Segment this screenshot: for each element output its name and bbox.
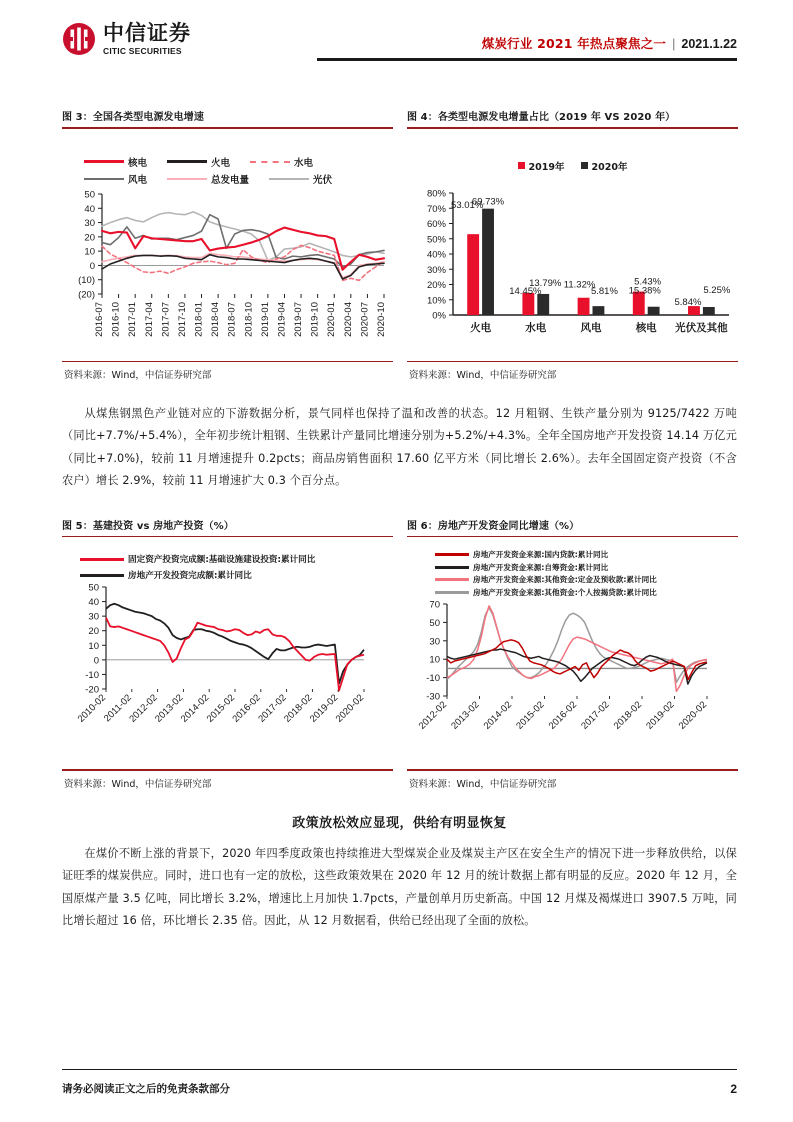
bar-2020 [537, 294, 549, 315]
exhibit-fig5-title: 图 5：基建投资 vs 房地产投资（%） [62, 520, 234, 532]
exhibit-fig3-chart [62, 129, 393, 361]
legend-label: 总发电量 [211, 174, 250, 186]
exhibit-fig5-source: 资料来源：Wind，中信证券研究部 [64, 778, 212, 790]
bar-value-label: 5.43% [634, 276, 662, 288]
fig3-legend-item-hydro [250, 155, 313, 169]
legend-label: 房地产开发资金来源:其他资金:个人按揭贷款:累计同比 [473, 587, 657, 597]
legend-label: 核电 [128, 157, 148, 169]
report-date: 2021.1.22 [681, 37, 737, 51]
exhibit-fig6-source: 资料来源：Wind，中信证券研究部 [409, 778, 557, 790]
footer-disclaimer: 请务必阅读正文之后的免责条款部分 [62, 1083, 230, 1095]
axis-tick-label: 2015-02 [204, 692, 238, 726]
fig4-legend [407, 133, 738, 177]
paragraph-policy-supply: 在煤价不断上涨的背景下，2020 年四季度政策也持续推进大型煤炭企业及煤炭主产区在安全生产的情况下进一步释放供给，以保证旺季的煤炭供应。同时，进口也有一定的放松，这些政策效果在 2020 年 12 月的统计数据上都有明显的反应。2020 年 12 月，全国原煤产量 3.5 亿吨，同比增长 3.2%，增速比上月加快 1.7pcts，产量创单月历史新高。中国 12 月煤及褐煤进口 3907.5 万吨，同比增长超过 16 倍，环比增长 2.35 倍。因此，从 12 月数据看，供给已经出现了全面的放松。 [62, 846, 737, 928]
bar-value-label: 53.01% [451, 199, 484, 211]
series-line-1 [106, 604, 364, 684]
fig5-legend-item-infra [80, 553, 393, 565]
axis-tick-label: 50 [84, 189, 95, 201]
category-label: 水电 [525, 321, 547, 334]
exhibit-fig6-chart [407, 537, 738, 769]
header-separator: | [672, 37, 676, 51]
axis-tick-label: 40 [84, 203, 95, 215]
bar-value-label: 5.84% [674, 296, 702, 308]
fig3-plot-area [62, 186, 393, 356]
fig3-legend-item-wind [84, 172, 147, 186]
axis-tick-label: 50% [426, 233, 446, 245]
category-label: 光伏及其他 [675, 321, 728, 334]
axis-tick-label: 2019-02 [307, 692, 341, 726]
legend-line-icon [167, 178, 207, 180]
axis-tick-label: 2019-04 [276, 301, 288, 337]
axis-tick-label: 30 [84, 217, 95, 229]
axis-tick-label: 60% [426, 218, 446, 230]
exhibit-fig5-chart [62, 537, 393, 769]
fig6-legend-item-domestic-loan [435, 549, 738, 560]
exhibit-fig3 [62, 106, 393, 381]
axis-tick-label: 2014-02 [481, 699, 515, 732]
footer-divider [62, 1069, 737, 1070]
exhibit-fig4-chart [407, 129, 738, 361]
bar-value-label: 5.25% [703, 284, 731, 296]
axis-tick-label: -10 [426, 672, 440, 684]
axis-tick-label: 30 [88, 612, 99, 624]
legend-label: 2019年 [528, 161, 565, 173]
legend-label: 房地产开发资金来源:自筹资金:累计同比 [473, 562, 609, 572]
paragraph-downstream-analysis: 从煤焦钢黑色产业链对应的下游数据分析，景气同样也保持了温和改善的状态。12 月粗钢、生铁产量分别为 9125/7422 万吨（同比+7.7%/+5.4%），全年初步统计粗钢、生铁累计产量同比增速分别为+5.2%/+4.3%。全年全国房地产开发投资 14.14 万亿元（同比+7.0%)，较前 11 月增速提升 0.2pcts；商品房销售面积 17.60 亿平方米（同比增长 2.6%）。去年全国固定资产投资（不含农户）增长 2.9%，较前 11 月增速扩大 0.3 个百分点。 [62, 406, 737, 488]
axis-tick-label: 2020-07 [359, 301, 371, 337]
legend-swatch-icon [518, 162, 525, 169]
axis-tick-label: 2018-02 [282, 692, 315, 726]
citic-logo-icon [62, 22, 96, 56]
axis-tick-label: (10) [78, 274, 95, 286]
axis-tick-label: 2014-02 [178, 692, 212, 726]
legend-line-icon [80, 574, 124, 577]
axis-tick-label: 2017-02 [579, 699, 612, 732]
axis-tick-label: 2012-02 [127, 692, 160, 726]
category-label: 火电 [470, 321, 492, 334]
logo-text-english: CITIC SECURITIES [103, 45, 182, 56]
bar-value-label: 14.45% [509, 285, 542, 297]
page-footer [62, 1081, 737, 1096]
axis-tick-label: 20 [88, 626, 99, 638]
bar-value-label: 69.73% [471, 196, 505, 208]
legend-label: 水电 [294, 157, 314, 169]
footer-page-number: 2 [730, 1081, 737, 1096]
axis-tick-label: -20 [85, 684, 99, 696]
series-line-0 [106, 618, 364, 691]
fig3-legend-item-total [167, 172, 249, 186]
axis-tick-label: 2011-02 [101, 692, 134, 725]
axis-tick-label: 2015-02 [514, 699, 547, 732]
series-line-3 [447, 608, 707, 683]
series-line-1 [447, 649, 707, 684]
axis-tick-label: 20 [84, 231, 95, 243]
header-divider [317, 58, 737, 61]
axis-tick-label: 2012-02 [416, 699, 450, 732]
fig6-plot-area [407, 598, 738, 772]
axis-tick-label: 2018-01 [193, 301, 205, 337]
citic-logo [62, 0, 191, 56]
axis-tick-label: 40% [426, 249, 446, 261]
axis-tick-label: 2010-02 [75, 692, 109, 726]
axis-tick-label: 2016-02 [546, 699, 580, 732]
legend-swatch-icon [581, 162, 588, 169]
axis-tick-label: 2017-07 [160, 301, 172, 337]
fig6-legend-item-self-raised [435, 562, 738, 573]
exhibit-fig3-source: 资料来源：Wind，中信证券研究部 [64, 369, 212, 381]
axis-tick-label: 2019-10 [309, 301, 321, 337]
bar-2020 [482, 208, 494, 314]
axis-tick-label: 2018-02 [611, 699, 645, 732]
axis-tick-label: 30% [426, 264, 446, 276]
fig5-legend-item-realestate [80, 569, 393, 581]
bar-value-label: 13.79% [529, 277, 562, 289]
axis-tick-label: (20) [78, 289, 95, 301]
axis-tick-label: 20% [426, 279, 446, 291]
citic-logo-text [103, 22, 191, 55]
fig6-legend [407, 541, 738, 598]
axis-tick-label: 2020-01 [326, 301, 338, 337]
fig3-legend [62, 133, 393, 186]
bar-2020 [648, 306, 660, 314]
bar-value-label: 11.32% [563, 279, 596, 291]
legend-line-icon [435, 566, 469, 569]
legend-line-icon [269, 178, 309, 180]
axis-tick-label: 2017-10 [176, 301, 188, 337]
legend-label: 2020年 [591, 161, 628, 173]
bar-value-label: 5.81% [590, 285, 618, 297]
legend-label: 风电 [128, 174, 148, 186]
axis-tick-label: 2019-01 [259, 301, 271, 337]
axis-tick-label: -10 [85, 670, 99, 682]
axis-tick-label: 2020-04 [342, 301, 354, 337]
legend-label: 火电 [211, 157, 231, 169]
exhibit-fig4-source: 资料来源：Wind，中信证券研究部 [409, 369, 557, 381]
logo-text-chinese: 中信证券 [103, 21, 191, 46]
fig5-legend [62, 541, 393, 581]
axis-tick-label: 2020-10 [376, 301, 387, 337]
bar-value-label: 15.38% [628, 285, 661, 297]
axis-tick-label: 2019-02 [644, 699, 677, 732]
axis-tick-label: 80% [426, 188, 446, 200]
fig3-legend-item-solar [269, 172, 332, 186]
axis-tick-label: 2019-07 [293, 301, 305, 337]
axis-tick-label: -30 [426, 691, 440, 703]
axis-tick-label: 2020-02 [676, 699, 710, 732]
legend-label: 房地产开发投资完成额:累计同比 [128, 571, 252, 582]
axis-tick-label: 2018-04 [210, 301, 222, 337]
fig3-legend-item-nuclear [84, 155, 147, 169]
legend-label: 固定资产投资完成额:基础设施建设投资:累计同比 [128, 555, 316, 566]
legend-label: 光伏 [313, 174, 333, 186]
axis-tick-label: 10 [88, 641, 99, 653]
exhibit-fig4 [407, 106, 738, 381]
axis-tick-label: 50 [88, 582, 99, 594]
axis-tick-label: 10% [426, 294, 446, 306]
legend-line-icon [80, 558, 124, 561]
axis-tick-label: 0 [89, 260, 95, 272]
exhibit-fig4-title: 图 4：各类型电源发电增量占比（2019 年 VS 2020 年） [407, 112, 676, 123]
exhibit-row-2 [62, 515, 737, 790]
axis-tick-label: 2016-10 [110, 301, 122, 337]
axis-tick-label: 2016-07 [94, 301, 105, 337]
section-heading-policy: 政策放松效应显现，供给有明显恢复 [292, 815, 507, 831]
series-line-2 [447, 606, 707, 692]
category-label: 风电 [580, 321, 602, 334]
exhibit-row-1 [62, 106, 737, 381]
page-header [62, 0, 737, 78]
header-title-block [317, 0, 737, 61]
axis-tick-label: 2016-02 [230, 692, 263, 726]
axis-tick-label: 0 [93, 655, 99, 667]
fig6-legend-item-mortgage [435, 587, 738, 598]
axis-tick-label: 2018-10 [243, 301, 255, 337]
fig6-legend-item-deposit-prepay [435, 574, 738, 585]
fig4-plot-area [407, 177, 738, 359]
exhibit-fig5 [62, 515, 393, 790]
axis-tick-label: 2017-02 [256, 692, 289, 726]
fig4-legend-item-2020 [581, 159, 628, 173]
bar-2019 [578, 297, 590, 314]
axis-tick-label: 10 [429, 654, 440, 666]
legend-line-icon [435, 578, 469, 581]
bar-2019 [467, 234, 479, 315]
fig4-legend-item-2019 [518, 159, 565, 173]
fig3-legend-item-thermal [167, 155, 230, 169]
axis-tick-label: 40 [88, 597, 99, 609]
axis-tick-label: 70 [429, 599, 440, 611]
exhibit-fig6 [407, 515, 738, 790]
axis-tick-label: 70% [426, 203, 446, 215]
axis-tick-label: 2017-01 [127, 301, 139, 337]
series-line-0 [102, 227, 384, 269]
axis-tick-label: 2020-02 [333, 692, 367, 726]
axis-tick-label: 30 [429, 636, 440, 648]
legend-label: 房地产开发资金来源:国内贷款:累计同比 [473, 550, 609, 560]
legend-line-icon [435, 591, 469, 594]
axis-tick-label: 0% [432, 310, 446, 322]
axis-tick-label: 2018-07 [226, 301, 238, 337]
axis-tick-label: 2013-02 [153, 692, 186, 726]
bar-2020 [593, 306, 605, 315]
legend-label: 房地产开发资金来源:其他资金:定金及预收款:累计同比 [473, 575, 657, 585]
fig5-plot-area [62, 581, 393, 766]
legend-line-icon [250, 161, 290, 163]
axis-tick-label: 2013-02 [449, 699, 482, 732]
axis-tick-label: 50 [429, 617, 440, 629]
bar-2020 [703, 307, 715, 315]
axis-tick-label: 10 [84, 246, 95, 258]
legend-line-icon [84, 160, 124, 163]
legend-line-icon [84, 178, 124, 180]
legend-line-icon [167, 160, 207, 163]
legend-line-icon [435, 553, 469, 556]
axis-tick-label: 2017-04 [143, 301, 155, 337]
exhibit-fig6-title: 图 6：房地产开发资金同比增速（%） [407, 520, 580, 532]
exhibit-fig3-title: 图 3：全国各类型电源发电增速 [62, 112, 204, 123]
report-series-title: 煤炭行业 2021 年热点聚焦之一 [481, 36, 667, 51]
category-label: 核电 [635, 321, 657, 334]
